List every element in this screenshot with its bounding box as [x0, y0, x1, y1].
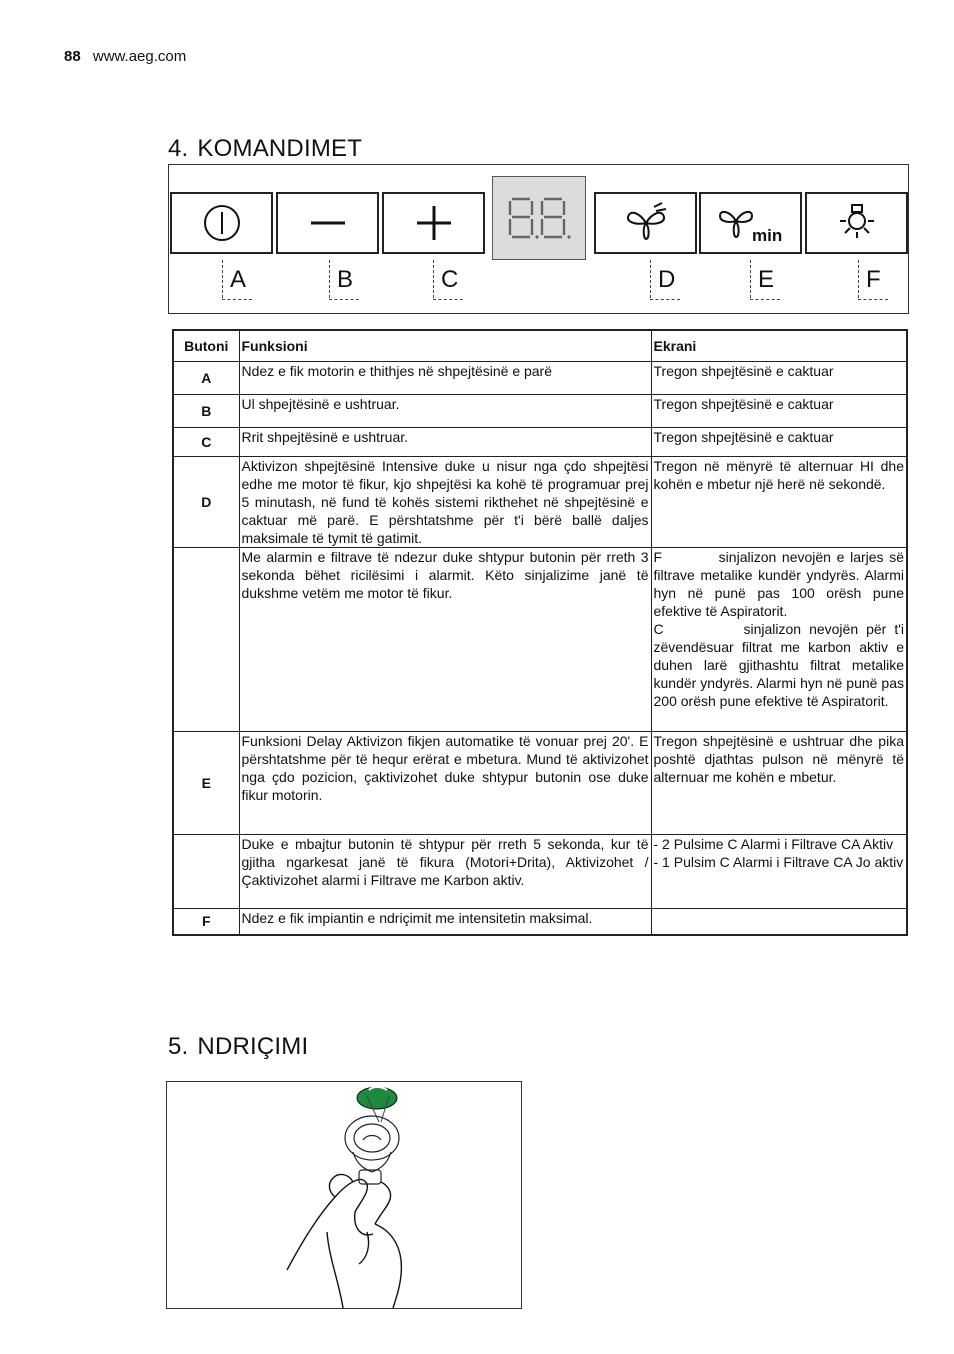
display-line: Tregon në mënyrë të alternuar HI dhe kohën e mbetur një herë në sekondë.	[653, 458, 904, 492]
table-row	[173, 835, 907, 909]
row-button: C	[173, 428, 239, 457]
callout-label: B	[337, 266, 354, 293]
row-function: Ndez e fik impiantin e ndriçimit me intensitetin maksimal.	[239, 909, 651, 935]
page-number: 88	[64, 48, 81, 65]
display-line: Tregon shpejtësinë e caktuar	[653, 396, 834, 412]
row-button: D	[173, 457, 239, 548]
header-button: Butoni	[173, 330, 239, 362]
display-line: - 2 Pulsime C Alarmi i Filtrave CA Aktiv	[653, 836, 894, 852]
table-row	[173, 548, 907, 732]
light-bulb-icon	[835, 201, 879, 245]
header-display: Ekrani	[651, 330, 907, 362]
header-function: Funksioni	[239, 330, 651, 362]
hand-icon	[287, 1175, 401, 1308]
row-display	[651, 548, 907, 732]
display-line: Tregon shpejtësinë e caktuar	[653, 363, 834, 379]
row-display	[651, 457, 907, 548]
minus-icon	[306, 201, 350, 245]
control-panel-diagram	[168, 164, 909, 314]
table-row	[173, 457, 907, 548]
seven-segment-display	[504, 193, 574, 243]
callout-b	[329, 260, 363, 300]
table-header-row	[173, 330, 907, 362]
row-button	[173, 548, 239, 732]
callout-d	[650, 260, 684, 300]
display-line: F sinjalizon nevojën e larjes së filtrave metalike kundër yndyrës. Alarmi hyn në punë pas 100 orësh pune efektive të Aspiratorit.	[653, 549, 908, 619]
display-line: - 1 Pulsim C Alarmi i Filtrave CA Jo aktiv	[653, 854, 904, 870]
section-number: 5.	[168, 1033, 189, 1060]
row-button: A	[173, 362, 239, 395]
table-row	[173, 428, 907, 457]
section-title-controls	[168, 135, 362, 163]
row-display	[651, 428, 907, 457]
row-function: Funksioni Delay Aktivizon fikjen automatike të vonuar prej 20'. E përshtatshme për të hequr erërat e mbetura. Mund të aktivizohet nga çdo pozicion, çaktivizohet duke shtypur butonin ose duke fikur motorin.	[239, 732, 651, 835]
row-display	[651, 395, 907, 428]
row-function: Rrit shpejtësinë e ushtruar.	[239, 428, 651, 457]
functions-table	[172, 329, 908, 936]
plus-icon	[412, 201, 456, 245]
speed-display	[492, 176, 586, 260]
website-url[interactable]: www.aeg.com	[92, 48, 187, 65]
power-icon	[200, 201, 244, 245]
section-number: 4.	[168, 135, 189, 162]
row-function: Duke e mbajtur butonin të shtypur për rreth 5 sekonda, kur të gjitha ngarkesat janë të fikura (Motori+Drita), Aktivizohet / Çaktivizohet alarmi i Filtrave me Karbon aktiv.	[239, 835, 651, 909]
fan-min-button[interactable]	[699, 192, 802, 254]
plus-button[interactable]	[382, 192, 485, 254]
row-display	[651, 362, 907, 395]
row-function: Ul shpejtësinë e ushtruar.	[239, 395, 651, 428]
section-heading: NDRIÇIMI	[197, 1033, 309, 1060]
row-display	[651, 732, 907, 835]
table-row	[173, 909, 907, 935]
row-display	[651, 835, 907, 909]
row-display	[651, 909, 907, 935]
table-row	[173, 362, 907, 395]
row-button: B	[173, 395, 239, 428]
rotate-arrow-icon	[357, 1087, 397, 1109]
table-row	[173, 732, 907, 835]
callout-label: C	[441, 266, 459, 293]
fan-min-icon	[718, 201, 784, 245]
fan-intensive-icon	[622, 201, 670, 245]
page-header	[64, 48, 186, 65]
callout-label: D	[658, 266, 676, 293]
row-function: Aktivizon shpejtësinë Intensive duke u nisur nga çdo shpejtësi edhe me motor të fikur, kjo shpejtësi ka kohë të programuar prej 5 minutash, në fund të kohës sistemi rikthehet në shpejtësinë e caktuar më parë. E përshtatshme për t'i bërë ballë daljes maksimale të tymit të gatimit.	[239, 457, 651, 548]
display-line: Tregon shpejtësinë e caktuar	[653, 429, 834, 445]
fan-min-label: min	[751, 226, 782, 245]
lamp-bulb-icon	[345, 1116, 399, 1184]
callout-label: F	[866, 266, 881, 293]
row-button	[173, 835, 239, 909]
table-row	[173, 395, 907, 428]
fan-intensive-button[interactable]	[594, 192, 697, 254]
section-title-lighting	[168, 1033, 308, 1061]
light-button[interactable]	[805, 192, 908, 254]
display-line: C sinjalizon nevojën për t'i zëvendësuar filtrat me karbon aktiv e duhen larë gjithashtu filtrat metalike kundër yndyrës. Alarmi hyn në punë pas 200 orësh pune efektive të Aspiratorit.	[653, 621, 908, 709]
power-button[interactable]	[170, 192, 273, 254]
row-function: Me alarmin e filtrave të ndezur duke shtypur butonin për rreth 3 sekonda bëhet ricilësimi i alarmit. Këto sinjalizime janë të dukshme vetëm me motor të fikur.	[239, 548, 651, 732]
row-function: Ndez e fik motorin e thithjes në shpejtësinë e parë	[239, 362, 651, 395]
callout-a	[222, 260, 256, 300]
minus-button[interactable]	[276, 192, 379, 254]
bulb-replacement-illustration	[166, 1081, 522, 1309]
row-button: F	[173, 909, 239, 935]
callout-e	[750, 260, 784, 300]
callout-label: E	[758, 266, 775, 293]
hand-bulb-drawing	[167, 1082, 521, 1308]
callout-c	[433, 260, 467, 300]
row-button: E	[173, 732, 239, 835]
section-heading: KOMANDIMET	[197, 135, 363, 162]
display-line: Tregon shpejtësinë e ushtruar dhe pika poshtë djathtas pulson në mënyrë të alternuar me kohën e mbetur.	[653, 733, 904, 785]
callout-label: A	[230, 266, 247, 293]
callout-f	[858, 260, 892, 300]
